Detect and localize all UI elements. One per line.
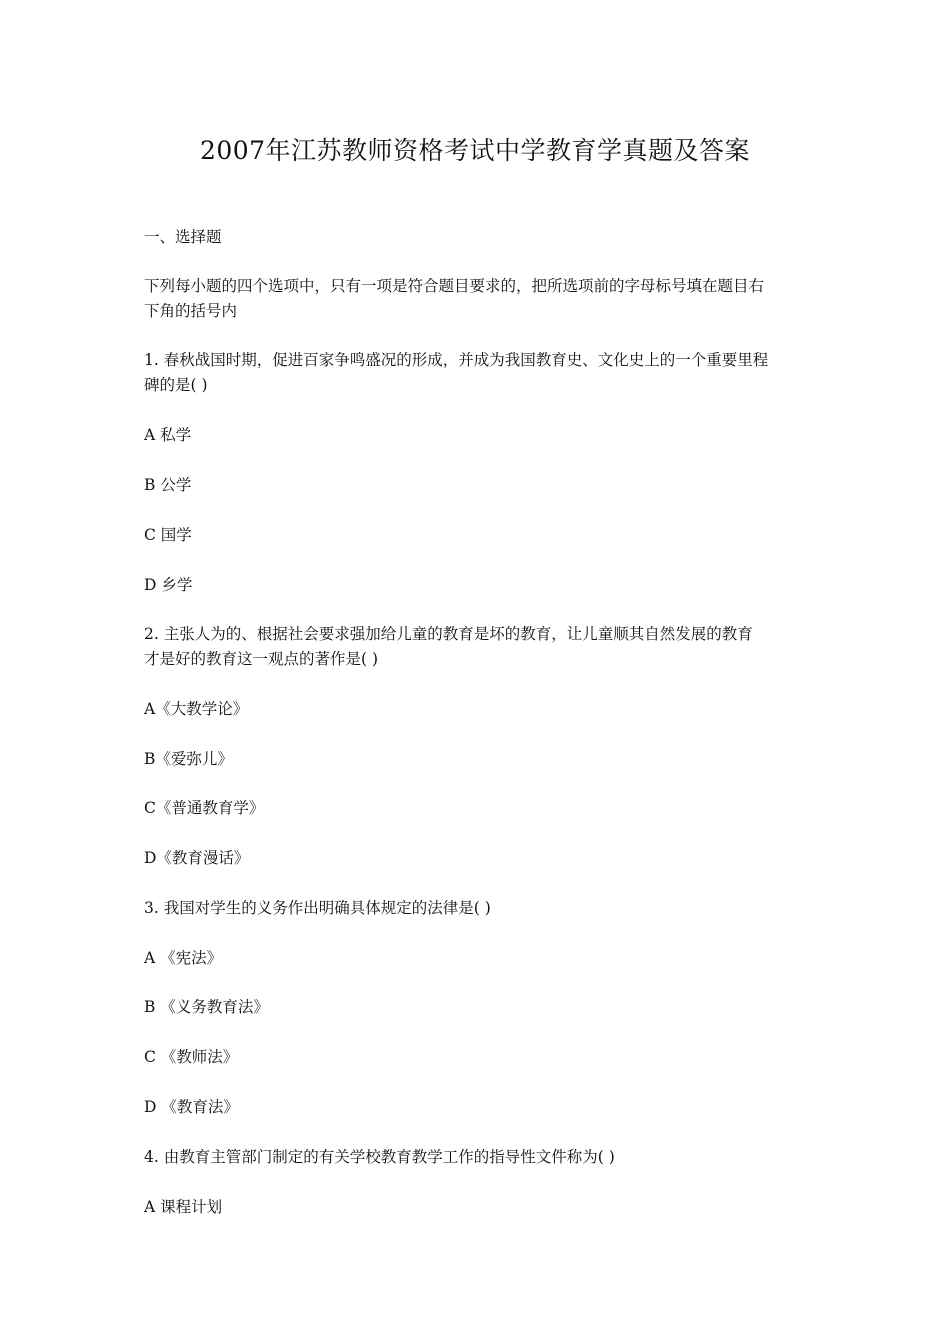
option-text: A 私学 bbox=[144, 426, 192, 444]
option-text: B 《义务教育法》 bbox=[144, 998, 269, 1016]
option-text: C 国学 bbox=[144, 526, 192, 544]
question-4-line-1: 4. 由教育主管部门制定的有关学校教育教学工作的指导性文件称为( ) bbox=[144, 1148, 615, 1166]
option-text: D《教育漫话》 bbox=[144, 849, 250, 867]
question-3-line-1: 3. 我国对学生的义务作出明确具体规定的法律是( ) bbox=[144, 899, 491, 917]
section-heading-text: 一、选择题 bbox=[144, 228, 222, 246]
option-text: B 公学 bbox=[144, 476, 192, 494]
option-text: B《爱弥儿》 bbox=[144, 750, 233, 768]
instructions-line-2: 下角的括号内 bbox=[144, 302, 238, 320]
question-4-option-a bbox=[144, 1195, 814, 1220]
question-2 bbox=[144, 622, 814, 672]
question-3-option-d bbox=[144, 1095, 814, 1120]
question-3-option-a bbox=[144, 946, 814, 971]
question-2-option-c bbox=[144, 796, 814, 821]
question-2-option-b bbox=[144, 747, 814, 772]
document-title: 2007年江苏教师资格考试中学教育学真题及答案 bbox=[199, 136, 751, 165]
option-text: A 《宪法》 bbox=[144, 949, 223, 967]
instructions-line-1: 下列每小题的四个选项中，只有一项是符合题目要求的，把所选项前的字母标号填在题目右 bbox=[144, 277, 765, 295]
question-3-option-c bbox=[144, 1045, 814, 1070]
instructions bbox=[144, 274, 814, 324]
question-1-option-d bbox=[144, 573, 814, 598]
option-text: C《普通教育学》 bbox=[144, 799, 265, 817]
option-text: A 课程计划 bbox=[144, 1198, 223, 1216]
question-1-option-c bbox=[144, 523, 814, 548]
question-2-line-2: 才是好的教育这一观点的著作是( ) bbox=[144, 650, 379, 668]
question-1-line-2: 碑的是( ) bbox=[144, 376, 208, 394]
question-2-option-d bbox=[144, 846, 814, 871]
option-text: D 乡学 bbox=[144, 576, 193, 594]
option-text: A《大教学论》 bbox=[144, 700, 249, 718]
question-3-option-b bbox=[144, 995, 814, 1020]
question-2-option-a bbox=[144, 697, 814, 722]
question-3 bbox=[144, 896, 814, 921]
question-1 bbox=[144, 348, 814, 398]
option-text: D 《教育法》 bbox=[144, 1098, 239, 1116]
question-1-line-1: 1. 春秋战国时期，促进百家争鸣盛况的形成，并成为我国教育史、文化史上的一个重要里程 bbox=[144, 351, 769, 369]
question-1-option-a bbox=[144, 423, 814, 448]
option-text: C 《教师法》 bbox=[144, 1048, 239, 1066]
section-heading bbox=[144, 225, 814, 250]
question-2-line-1: 2. 主张人为的、根据社会要求强加给儿童的教育是坏的教育，让儿童顺其自然发展的教育 bbox=[144, 625, 753, 643]
question-1-option-b bbox=[144, 473, 814, 498]
question-4 bbox=[144, 1145, 814, 1170]
